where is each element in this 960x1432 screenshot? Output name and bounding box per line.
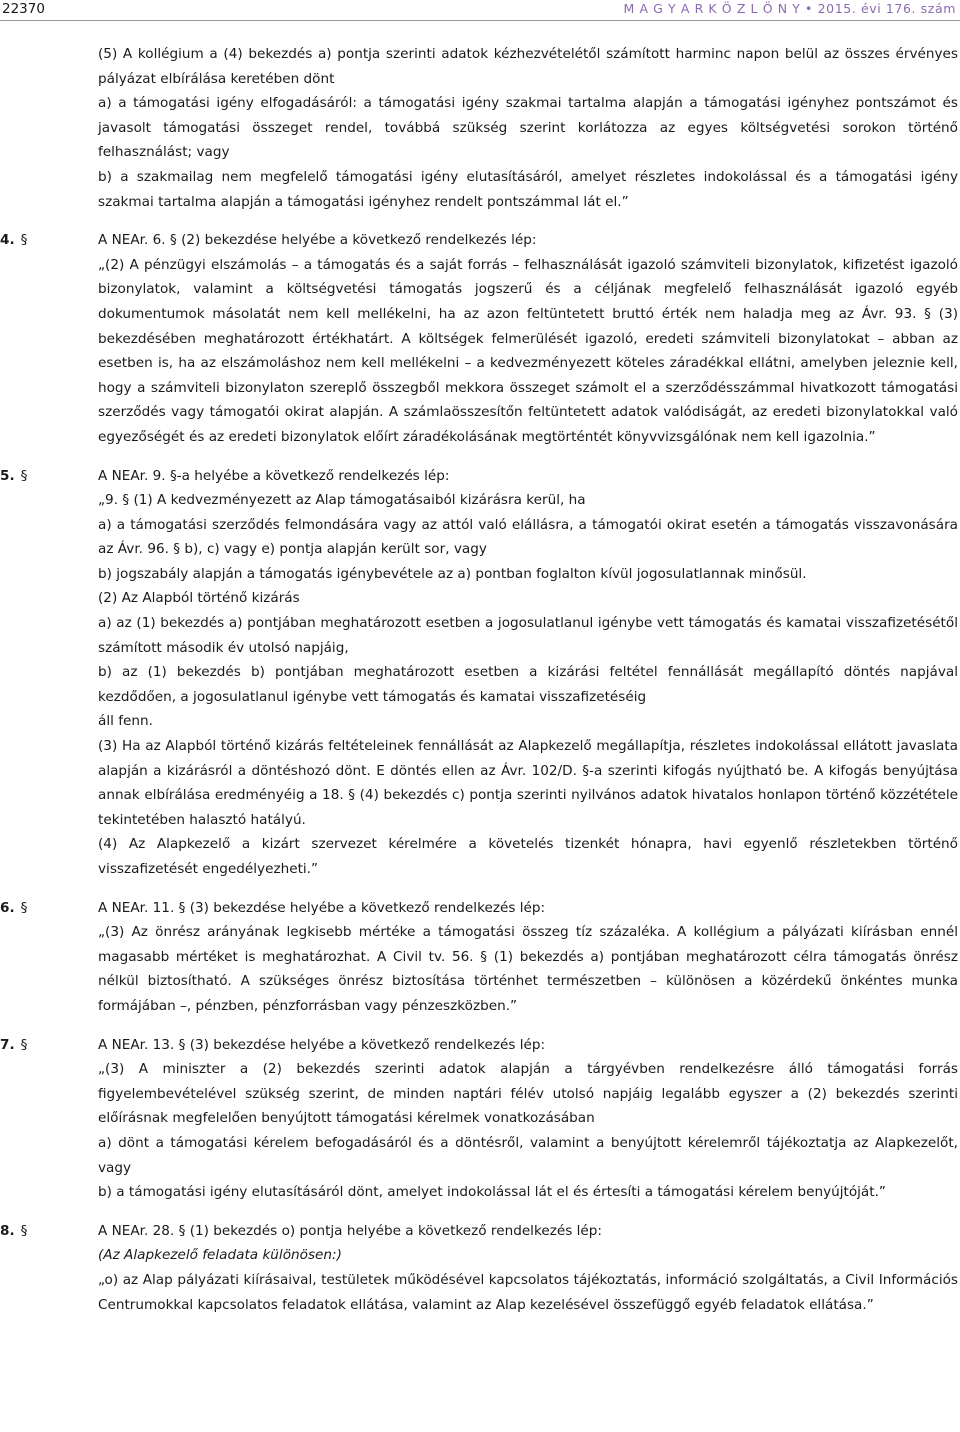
header-rule — [0, 20, 960, 21]
running-title: M A G Y A R K Ö Z L Ö N Y • 2015. évi 176. szám — [623, 1, 956, 16]
section-paragraph: „9. § (1) A kedvezményezett az Alap támogatásaiból kizárásra kerül, ha — [98, 492, 586, 509]
section-7 — [0, 1033, 960, 1205]
section-paragraph: a) dönt a támogatási kérelem befogadásáról és a döntésről, valamint a benyújtott kérelemről tájékoztatja az Alapkezelőt, vagy — [98, 1134, 958, 1176]
section-4 — [0, 228, 960, 449]
section-number — [0, 1219, 90, 1244]
section-paragraph: „o) az Alap pályázati kiírásaival, testületek működésével kapcsolatos tájékoztatás, információ szolgáltatás, a Civil Információs Centrumokkal kapcsolatos feladatok ellátása, valamint az Alap kezelésével összefüggő egyéb feladatok ellátása.” — [98, 1271, 958, 1313]
section-paragraph: b) jogszabály alapján a támogatás igénybevétele az a) pontban foglalton kívül jogosulatlannak minősül. — [98, 565, 807, 582]
section-number-text: 7. — [0, 1036, 15, 1053]
section-paragraph: (2) Az Alapból történő kizárás — [98, 590, 300, 607]
page-header — [0, 0, 960, 22]
intro-point-a: a) a támogatási igény elfogadásáról: a támogatási igény szakmai tartalma alapján a támogatási igényhez pontszámot és javasolt támogatási összeget rendel, továbbá szükség szerint korlátozza az egyes költségvetési sorokon történő felhasználást; vagy — [98, 95, 958, 161]
section-number-text: 6. — [0, 899, 15, 916]
section-number — [0, 228, 90, 253]
section-6 — [0, 896, 960, 1019]
section-paragraph: „(2) A pénzügyi elszámolás – a támogatás és a saját forrás – felhasználását igazoló számviteli bizonylatok, kifizetést igazoló bizonylatok, valamint a költségvetési támogatás jogszerű és a céljának megfelelő felhasználását igazoló egyéb dokumentumok másolatát nem kell mellékelni, ha az azon feltüntetett bruttó érték nem haladja meg az Ávr. 93. § (3) bekezdésében meghatározott értékhatárt. A költségek felmerülését igazoló, eredeti számviteli bizonylatokat – abban az esetben is, ha az elszámoláshoz nem kell mellékelni – a kedvezményezett köteles záradékkal ellátni, amelyben jeleznie kell, hogy a számviteli bizonylaton szereplő összegből mekkora összeget számolt el a szerződésszámmal hivatkozott támogatási szerződés vagy támogatói okirat alapján. A számlaösszesítőn feltüntetett adatok valódiságát, az eredeti bizonylatokkal való egyezőségét és az eredeti bizonylatok előírt záradékolásának megtörténtét könyvvizsgálónak nem kell igazolnia.” — [98, 256, 958, 445]
section-number — [0, 1033, 90, 1058]
section-paragraph: b) a támogatási igény elutasításáról dönt, amelyet indokolással lát el és értesíti a támogatási kérelem benyújtóját.” — [98, 1184, 886, 1201]
section-paragraph: (3) Ha az Alapból történő kizárás feltételeinek fennállását az Alapkezelő megállapítja, részletes indokolással ellátott javaslata alapján a kizárásról a döntéshozó dönt. E döntés ellen az Ávr. 102/D. §-a szerinti kifogás nyújtható be. A kifogás benyújtása annak elbírálása eredményéig a 18. § (4) bekezdés c) pontja szerinti nyilvános adatok hivatalos honlapon történő közzététele tekintetében halasztó hatályú. — [98, 738, 958, 828]
section-paragraph: b) az (1) bekezdés b) pontjában meghatározott esetben a kizárási feltétel fennállását megállapító döntés napjával kezdődően, a jogosulatlanul igénybe vett támogatás és kamatai visszafizetéséig — [98, 664, 958, 705]
section-sign: § — [20, 232, 28, 249]
section-sign: § — [20, 467, 28, 484]
document-body — [0, 42, 960, 1317]
intro-paragraph: (5) A kollégium a (4) bekezdés a) pontja szerinti adatok kézhezvételétől számított harminc napon belül az összes érvényes pályázat elbírálása keretében dönt — [98, 46, 958, 87]
section-5 — [0, 464, 960, 882]
section-context-note: (Az Alapkezelő feladata különösen:) — [98, 1247, 342, 1264]
section-sign: § — [20, 1222, 28, 1239]
section-8 — [0, 1219, 960, 1317]
section-number-text: 8. — [0, 1222, 15, 1239]
section-lead: A NEAr. 28. § (1) bekezdés o) pontja helyébe a következő rendelkezés lép: — [98, 1222, 602, 1239]
section-paragraph: (4) Az Alapkezelő a kizárt szervezet kérelmére a követelés tizenkét hónapra, havi egyenlő részletekben történő visszafizetését engedélyezheti.” — [98, 836, 958, 877]
section-lead: A NEAr. 13. § (3) bekezdése helyébe a következő rendelkezés lép: — [98, 1036, 546, 1053]
section-number-text: 5. — [0, 467, 15, 484]
section-lead: A NEAr. 11. § (3) bekezdése helyébe a következő rendelkezés lép: — [98, 899, 546, 916]
section-paragraph: „(3) A miniszter a (2) bekezdés szerinti adatok alapján a tárgyévben rendelkezésre álló támogatási forrás figyelembevételével szükség szerint, de minden naptári félév utolsó napjáig legalább egyszer a (2) bekezdés szerinti előírásnak megfelelően benyújtott támogatási kérelmek vonatkozásában — [98, 1061, 958, 1127]
section-sign: § — [20, 1036, 28, 1053]
intro-point-b: b) a szakmailag nem megfelelő támogatási igény elutasításáról, amelyet részletes indokolással és a támogatási igény szakmai tartalma alapján a támogatási igényhez rendelt pontszámmal lát el.” — [98, 168, 958, 210]
section-paragraph: a) a támogatási szerződés felmondására vagy az attól való elállásra, a támogatói okirat esetén a támogatás visszavonására az Ávr. 96. § b), c) vagy e) pontja alapján került sor, vagy — [98, 516, 958, 558]
intro-block — [98, 42, 958, 214]
section-sign: § — [20, 899, 28, 916]
section-lead: A NEAr. 6. § (2) bekezdése helyébe a következő rendelkezés lép: — [98, 232, 537, 249]
section-paragraph: a) az (1) bekezdés a) pontjában meghatározott esetben a jogosulatlanul igénybe vett támogatás és kamatai visszafizetésétől számított második év utolsó napjáig, — [98, 615, 958, 656]
page-number: 22370 — [2, 1, 45, 17]
section-number — [0, 896, 90, 921]
section-number — [0, 464, 90, 489]
section-lead: A NEAr. 9. §-a helyébe a következő rendelkezés lép: — [98, 467, 450, 484]
section-paragraph: „(3) Az önrész arányának legkisebb mértéke a támogatási összeg tíz százaléka. A kollégium a pályázati kiírásban ennél magasabb mértéket is meghatározhat. A Civil tv. 56. § (1) bekezdés a) pontjában meghatározott célra támogatás önrész nélkül biztosítható. A szükséges önrész biztosítása történhet természetben – különösen a közérdekű önkéntes munka formájában –, pénzben, pénzforrásban vagy pénzeszközben.” — [98, 924, 958, 1014]
section-paragraph: áll fenn. — [98, 713, 153, 730]
section-number-text: 4. — [0, 232, 15, 249]
